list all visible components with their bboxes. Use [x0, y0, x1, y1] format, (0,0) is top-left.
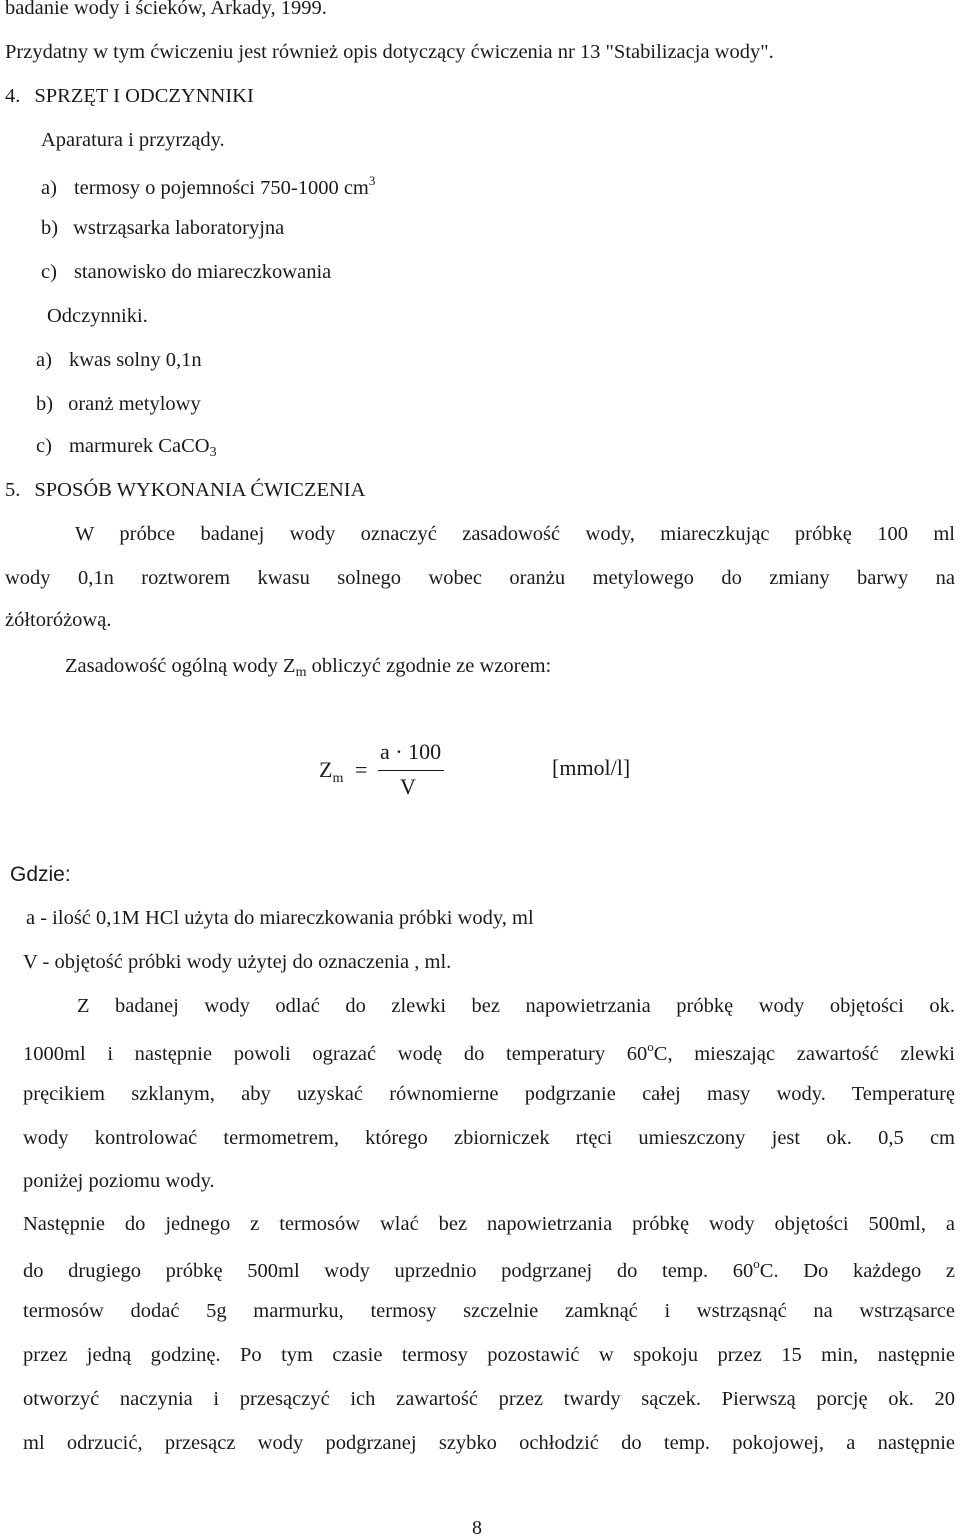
text-line: badanie wody i ścieków, Arkady, 1999. [5, 0, 327, 19]
list-item: a) kwas solny 0,1n [36, 349, 202, 371]
section-heading: 4. SPRZĘT I ODCZYNNIKI [5, 85, 254, 107]
paragraph-line: wody kontrolować termometrem, którego zbiorniczek rtęci umieszczony jest ok. 0,5 cm [23, 1127, 955, 1149]
paragraph-line: pręcikiem szklanym, aby uzyskać równomierne podgrzanie całej masy wody. Temperaturę [23, 1083, 955, 1105]
paragraph-line: otworzyć naczynia i przesączyć ich zawartość przez twardy sączek. Pierwszą porcję ok. 20 [23, 1388, 955, 1410]
subheading-apparatus: Aparatura i przyrządy. [41, 129, 225, 151]
paragraph-line: Z badanej wody odlać do zlewki bez napowietrzania próbkę wody objętości ok. [77, 995, 955, 1017]
text-line: Przydatny w tym ćwiczeniu jest również opis dotyczący ćwiczenia nr 13 "Stabilizacja wody". [5, 41, 774, 63]
formula-lhs: $Z_m$ [319, 757, 344, 786]
where-label: Gdzie: [10, 863, 71, 886]
paragraph-line: poniżej poziomu wody. [23, 1170, 215, 1192]
definition: a - ilość 0,1M HCl użyta do miareczkowania próbki wody, ml [26, 907, 534, 929]
paragraph-line: do drugiego próbkę 500ml wody uprzednio podgrzanej do temp. 60$^o$C. Do każdego z [23, 1256, 955, 1282]
paragraph-line: wody 0,1n roztworem kwasu solnego wobec oranżu metylowego do zmiany barwy na [5, 567, 955, 589]
formula-numerator: a · 100 [380, 739, 442, 764]
paragraph-line: żółtoróżową. [5, 609, 112, 631]
subheading-reagents: Odczynniki. [47, 305, 148, 327]
paragraph-line: W próbce badanej wody oznaczyć zasadowość wody, miareczkując próbkę 100 ml [75, 523, 955, 545]
formula-equals: = [355, 757, 368, 782]
list-item: c) marmurek CaCO$_3$ [36, 435, 217, 460]
formula-unit: [mmol/l] [552, 755, 631, 780]
list-item: c) stanowisko do miareczkowania [41, 261, 332, 283]
paragraph-line: ml odrzucić, przesącz wody podgrzanej szybko ochłodzić do temp. pokojowej, a następnie [23, 1432, 955, 1454]
paragraph-line: przez jedną godzinę. Po tym czasie termosy pozostawić w spokoju przez 15 min, następnie [23, 1344, 955, 1366]
section-heading: 5. SPOSÓB WYKONANIA ĆWICZENIA [5, 479, 366, 501]
paragraph-line: Następnie do jednego z termosów wlać bez napowietrzania próbkę wody objętości 500ml, a [23, 1213, 955, 1235]
list-item: b) oranż metylowy [36, 393, 201, 415]
fraction-bar [378, 770, 444, 771]
page-number: 8 [472, 1517, 482, 1539]
paragraph-line: 1000ml i następnie powoli ograzać wodę do temperatury 60$^o$C, mieszając zawartość zlewki [23, 1039, 955, 1065]
list-item: a) termosy o pojemności 750-1000 $cm^3$ [41, 173, 376, 199]
paragraph-line: Zasadowość ogólną wody $Z_m$ obliczyć zgodnie ze wzorem: [65, 655, 552, 680]
list-item: b) wstrząsarka laboratoryjna [41, 217, 285, 239]
formula-denominator: V [400, 774, 416, 799]
definition: V - objętość próbki wody użytej do oznaczenia , ml. [23, 951, 452, 973]
paragraph-line: termosów dodać 5g marmurku, termosy szczelnie zamknąć i wstrząsnąć na wstrząsarce [23, 1300, 955, 1322]
